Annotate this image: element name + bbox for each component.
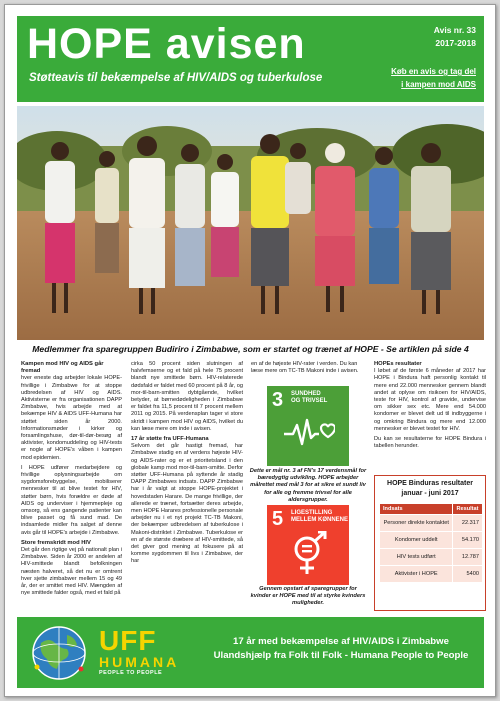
row-label: Kondomer uddelt (380, 532, 453, 549)
table-row (380, 515, 483, 532)
uff-logo-text: UFF (99, 625, 157, 656)
sdg-number: 5 (272, 508, 284, 530)
sdg-3-health-tile (267, 386, 349, 466)
article-column-2 (131, 361, 243, 569)
table-row (380, 532, 483, 549)
article-paragraph: Selvom det går hastigt fremad, har Zimbabwe stadig en af verdens højeste HIV- og AIDS-rater og er et prioritetsland i den globale kamp mod mor-til-barn-smitte. Derfor støtter UFF-Humana på syttende år stadig DAPP Zimbabwes indsats. DAPP Zimbabwe har i år valgt at stoppe HOPE-projektet i hovedstaden Harare. De mange frivillige, der allerede er trænet, fortsætter deres arbejde, men HOPE Harares professionelle personale arbejder nu i et nyt projekt TC-TB Makoni, der bekæmper udbredelsen af tuberkulose i Makoni-distriktet i Zimbabwe. Tuberkulose er en af de største dræbere af HIV-smittede, så det giver god mening at fokusere på at komme sygdommen til livs i Zimbabwe, der har (131, 443, 243, 565)
row-value: 22.317 (453, 515, 483, 532)
globe-logo-icon (29, 625, 91, 681)
row-label: Personer direkte kontaktet (380, 515, 453, 532)
column-header-resultat: Resultat (453, 504, 483, 515)
footer-banner (17, 617, 484, 688)
table-row (380, 549, 483, 566)
sdg-3-caption: Dette er mål nr. 3 af FN's 17 verdensmål for bæredygtig udvikling. HOPE arbejder målrettet med mål 3 for at sikre et sundt liv for alle og fremme trivsel for alle aldersgrupper. (249, 468, 367, 503)
heartbeat-icon (283, 416, 335, 450)
column-header-indsats: Indsats (380, 504, 453, 515)
humana-logo-text: HUMANA (99, 654, 180, 670)
newspaper-subtitle: Støtteavis til bekæmpelse af HIV/AIDS og tuberkulose (29, 72, 323, 84)
issue-info (434, 24, 476, 50)
sdg-title-line-2: MELLEM KØNNENE (291, 517, 348, 523)
row-value: 54.170 (453, 532, 483, 549)
sdg-number: 3 (272, 389, 284, 411)
results-title (375, 479, 485, 499)
article-heading: Store fremskridt mod HIV (21, 539, 91, 546)
footer-subline: Ulandshjælp fra Folk til Folk - Humana People to People (213, 650, 469, 661)
buy-line-1: Køb en avis og tag del (391, 67, 476, 76)
article-column-4 (374, 361, 486, 453)
newspaper-title: HOPE avisen (27, 20, 306, 68)
masthead-banner (17, 16, 484, 102)
sdg-title-line-2: OG TRIVSEL (291, 398, 328, 404)
article-heading: Kampen mod HIV og AIDS går fremad (21, 361, 104, 375)
results-table-box (374, 475, 486, 611)
footer-headline: 17 år med bekæmpelse af HIV/AIDS i Zimbabwe (233, 636, 449, 647)
newspaper-page (4, 4, 496, 697)
sdg-title-line-1: LIGESTILLING (291, 510, 333, 516)
issue-year: 2017-2018 (435, 38, 476, 48)
gender-equality-icon (285, 531, 335, 577)
buy-newspaper-link[interactable] (391, 65, 476, 91)
article-paragraph: cirka 50 procent siden slutningen af halvfemserne og et fald på hele 75 procent blandt nye smittede børn. HIV-relaterede dødsfald er faldet med 60 procent på 8 år, og mor-til-barn-smitten dybtgående, hvilket betyder, at børnedødeligheden i Zimbabwe er faldet fra 11,5 procent til 7 procent mellem 2011 og 2015. På verdensplan tager vi store skridt i kampen mod HIV og AIDS, hvilket du kan læse mere om inde i avisen. (131, 361, 243, 432)
row-label: Aktivister i HOPE (380, 566, 453, 583)
results-table (379, 503, 483, 583)
table-row (380, 566, 483, 583)
article-paragraph: I løbet af de første 6 måneder af 2017 har HOPE i Bindura haft personlig kontakt til mere end 22.000 mennesker gennem blandt andet at oplyse om risikoen for HIV/AIDS, teste for HIV, kontrol af gravide, undervise om sikker sex etc. Mere end 54.000 kondomer er blevet delt ud til indbyggerne i og omkring Bindura og mere end 12.000 mennesker er blevet testet for HIV. (374, 368, 486, 432)
article-paragraph: Du kan se resultaterne for HOPE Bindura i tabellen herunder. (374, 436, 486, 450)
article-paragraph: hver eneste dag arbejder lokale HOPE-frivillige i Zimbabwe for at stoppe udbredelsen af HIV og AIDS. Aktivisterne er fra organisationen DAPP Zimbabwe, hvis arbejde med at bekæmpe HIV & AIDS UFF-Humana har støttet siden år 2000. Informationsmøder i kirker og forsamlingshuse, dør-til-dør-besøg af aktivister, kondomuddeling og HIV-tests er nogle af HOPE's våben i kampen mod epidemien. (21, 375, 122, 461)
results-title-line-1: HOPE Binduras resultater (387, 480, 473, 487)
article-paragraph: I HOPE udfører medarbejdere og frivillige oplysningsarbejde om sygdomsforebyggelse, mobiliserer mennesker til at blive testet for HIV, støtter børn, hvis forældre er døde af AIDS og underviser i hjemmepleje og omsorg, så ens gangende patienter kan blive passet og få sund mad. De indsamlede midler fra salget af denne avis går til HOPE's arbejde i Zimbabwe. (21, 464, 122, 536)
sdg-title (291, 391, 327, 405)
article-heading: HOPEs resultater (374, 361, 422, 367)
row-value: 12.787 (453, 549, 483, 566)
sdg-title-line-1: SUNDHED (291, 391, 321, 397)
issue-number: Avis nr. 33 (433, 25, 476, 35)
cover-photo (17, 106, 484, 340)
sdg-title (291, 510, 348, 524)
buy-line-2: i kampen mod AIDS (401, 80, 476, 89)
article-column-3 (251, 361, 361, 375)
article-paragraph: en af de højeste HIV-rater i verden. Du kan læse mere om TC-TB Makoni inde i avisen. (251, 361, 359, 375)
photo-caption: Medlemmer fra sparegruppen Budiriro i Zimbabwe, som er startet og trænet af HOPE - Se artiklen på side 4 (32, 344, 469, 354)
sdg-5-gender-equality-tile (267, 505, 349, 585)
results-title-line-2: januar - juni 2017 (401, 490, 459, 497)
row-label: HIV tests udført (380, 549, 453, 566)
article-heading: 17 år støtte fra UFF-Humana (131, 436, 209, 443)
people-to-people-logo-text: PEOPLE TO PEOPLE (99, 670, 163, 676)
sdg-5-caption: Gennem opstart af sparegrupper for kvinder er HOPE med til at styrke kvinders muligheder. (250, 586, 366, 607)
article-column-1 (21, 361, 122, 601)
article-paragraph: Det går den rigtige vej på nationalt plan i Zimbabwe. Siden år 2000 er andelen af HIV-smittede blandt befolkningen næsten halveret, så det nu er omtrent hver sjette zimbabwer mellem 15 og 49 år, der er smittet med HIV. Mængden af nye smittede falder også, med et fald på (21, 547, 122, 597)
row-value: 5400 (453, 566, 483, 583)
